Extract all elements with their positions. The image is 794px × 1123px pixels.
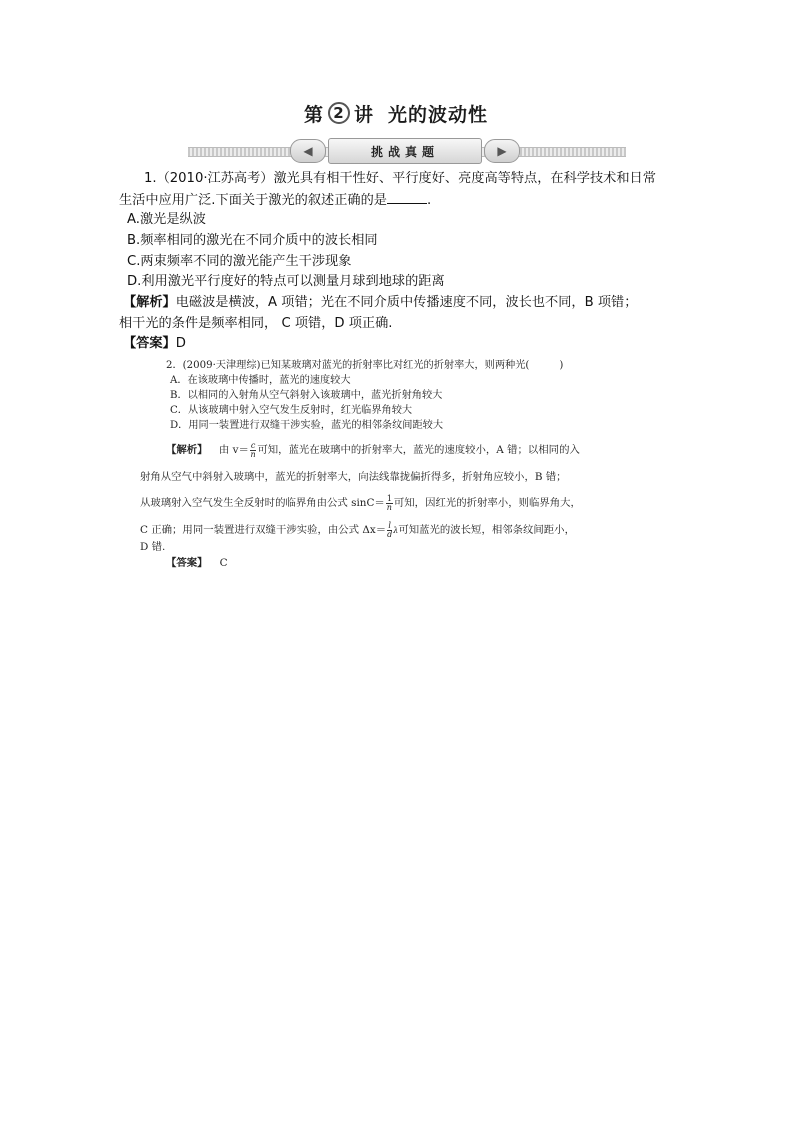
q1-option-d: D.利用激光平行度好的特点可以测量月球到地球的距离 xyxy=(127,274,445,289)
q2-formula-v: v＝ xyxy=(232,444,249,456)
title-suffix: 讲 xyxy=(354,103,375,126)
lecture-number-badge: 2 xyxy=(328,102,350,124)
q1-answer-tag: 【答案】 xyxy=(123,336,176,351)
left-arrow-icon: ◀ xyxy=(290,139,326,163)
title-topic: 光的波动性 xyxy=(388,103,489,126)
answer-blank xyxy=(387,190,427,204)
banner-label: 挑战真题 xyxy=(328,138,482,164)
q2-analysis-tag: 【解析】 xyxy=(166,444,208,456)
q1-answer xyxy=(123,334,186,355)
right-arrow-icon: ▶ xyxy=(484,139,520,163)
q2-stem xyxy=(166,359,563,374)
q2-analysis-text: 由 xyxy=(218,444,230,456)
q1-stem-text: 生活中应用广泛.下面关于激光的叙述正确的是 xyxy=(119,193,387,208)
title-prefix: 第 xyxy=(304,103,325,126)
q1-stem-line1: 1.（2010·江苏高考）激光具有相干性好、平行度好、亮度高等特点，在科学技术和日常 xyxy=(144,171,656,186)
q2-answer xyxy=(166,549,228,577)
q2-option-d: D．用同一装置进行双缝干涉实验，蓝光的相邻条纹间距较大 xyxy=(170,420,444,431)
fraction-1-over-n: $\frac{1}{n}$ xyxy=(386,493,392,512)
q1-option-b: B.频率相同的激光在不同介质中的波长相同 xyxy=(127,233,378,248)
q1-stem-line2: 生活中应用广泛.下面关于激光的叙述正确的是 . xyxy=(119,190,431,212)
section-banner xyxy=(188,138,626,164)
fraction-l-over-d: $\frac{l}{d}$ xyxy=(387,520,393,539)
fraction-c-over-n: $\frac{c}{n}$ xyxy=(250,440,256,459)
q2-analysis-line1 xyxy=(166,436,580,464)
q1-analysis-tag: 【解析】 xyxy=(123,295,176,310)
q2-analysis-line2: 射角从空气中斜射入玻璃中，蓝光的折射率大，向法线靠拢偏折得多，折射角应较小，B 错； xyxy=(140,471,567,483)
q1-answer-value: D xyxy=(175,336,186,351)
q2-analysis-text: 可知蓝光的波长短，相邻条纹间距小， xyxy=(398,524,575,536)
page-title xyxy=(304,100,488,126)
q2-answer-value: C xyxy=(219,557,228,569)
q1-option-a: A.激光是纵波 xyxy=(127,212,206,227)
q1-analysis-text1: 电磁波是横波，A 项错；光在不同介质中传播速度不同，波长也不同，B 项错； xyxy=(175,295,638,310)
q2-lambda: λ xyxy=(393,526,399,535)
q2-option-a: A．在该玻璃中传播时，蓝光的速度较大 xyxy=(170,375,351,386)
q2-stem-close: ) xyxy=(559,360,564,371)
q2-analysis-text: 可知，因红光的折射率小，则临界角大， xyxy=(393,497,581,509)
q2-analysis-line3 xyxy=(140,489,581,517)
q1-option-c: C.两束频率不同的激光能产生干涉现象 xyxy=(127,254,352,269)
q2-analysis-text: C 正确；用同一装置进行双缝干涉实验，由公式 Δx＝ xyxy=(140,524,387,536)
q2-option-c: C．从该玻璃中射入空气发生反射时，红光临界角较大 xyxy=(170,405,413,416)
q1-analysis-line1 xyxy=(123,293,637,314)
q2-analysis-text: 可知，蓝光在玻璃中的折射率大，蓝光的速度较小，A 错；以相同的入 xyxy=(257,444,580,456)
q2-analysis-line4 xyxy=(140,516,575,545)
q2-answer-tag: 【答案】 xyxy=(166,557,208,569)
q2-stem-text: 2．(2009·天津理综)已知某玻璃对蓝光的折射率比对红光的折射率大，则两种光( xyxy=(166,360,530,371)
q2-analysis-text: 从玻璃射入空气发生全反射时的临界角由公式 sinC＝ xyxy=(140,497,385,509)
q1-analysis-line2: 相干光的条件是频率相同， C 项错，D 项正确. xyxy=(119,316,393,331)
q2-option-b: B．以相同的入射角从空气斜射入该玻璃中，蓝光折射角较大 xyxy=(170,390,443,401)
q2-analysis-line5: D 错. xyxy=(140,541,166,553)
